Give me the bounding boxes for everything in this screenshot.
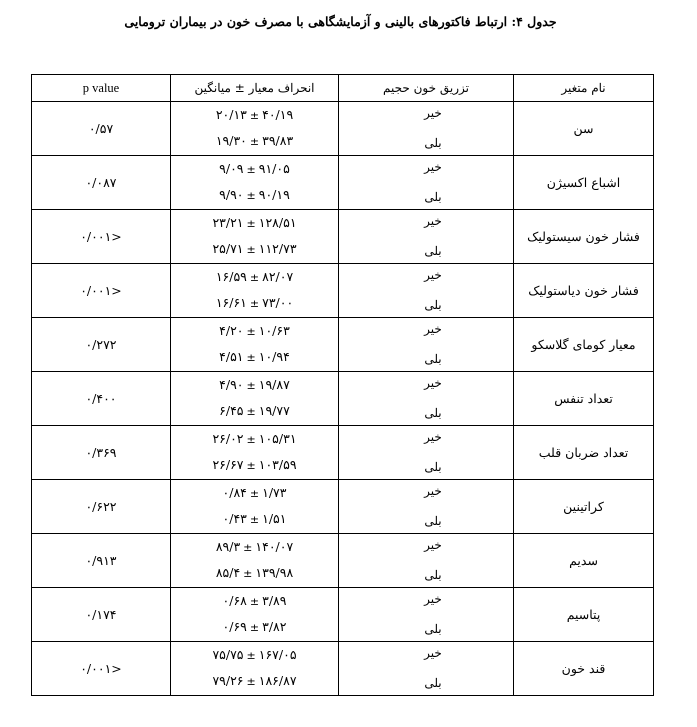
mean-sd-cell [171,480,339,534]
plus-minus: ± [243,541,253,554]
header-row [32,75,654,102]
plus-minus: ± [249,621,260,634]
sd-value: ۴/۵۱ [219,349,244,364]
table-row [32,318,654,372]
sd-value: ۰/۴۳ [222,511,247,526]
mean-sd-yes [171,398,338,424]
header-variable: نام متغیر [514,75,654,102]
injection-yes: بلی [424,514,442,528]
pvalue-cell: ۰/۰۸۷ [32,156,171,210]
injection-no: خیر [424,646,442,660]
injection-no: خیر [424,106,442,120]
plus-minus: ± [246,649,256,662]
variable-name: سن [514,102,654,156]
mean-value: ۱۶۷/۰۵ [258,647,297,662]
sd-value: ۲۰/۱۳ [215,107,247,122]
mean-sd-cell [171,534,339,588]
injection-no: خیر [424,484,442,498]
pvalue-cell: ۰/۹۱۳ [32,534,171,588]
mean-value: ۱۰۵/۳۱ [258,431,297,446]
injection-no: خیر [424,214,442,228]
variable-name: کراتینین [514,480,654,534]
variable-name: اشباع اکسیژن [514,156,654,210]
plus-minus: ± [249,297,260,310]
mean-value: ۱۹/۷۷ [258,403,290,418]
sd-value: ۶/۴۵ [219,403,244,418]
mean-value: ۱/۷۳ [262,485,287,500]
mean-value: ۴۰/۱۹ [262,107,294,122]
plus-minus: ± [246,243,256,256]
mean-sd-cell [171,210,339,264]
mean-sd-yes [171,668,338,694]
mean-sd-no [171,372,338,398]
injection-cell [339,642,514,696]
mean-value: ۱۸۶/۸۷ [258,673,297,688]
mean-sd-yes [171,506,338,532]
table-caption [0,14,697,29]
mean-sd-no [171,102,338,128]
sd-value: ۷۹/۲۶ [212,673,244,688]
mean-sd-no [171,318,338,344]
table-row [32,642,654,696]
plus-minus: ± [246,379,256,392]
variable-name: معیار کومای گلاسکو [514,318,654,372]
injection-no: خیر [424,430,442,444]
sd-value: ۰/۶۸ [222,593,247,608]
mean-value: ۱۰۳/۵۹ [258,457,297,472]
mean-sd-cell [171,156,339,210]
mean-sd-cell [171,426,339,480]
plus-minus: ± [246,405,256,418]
mean-sd-no [171,588,338,614]
sd-value: ۲۵/۷۱ [212,241,244,256]
variable-name: پتاسیم [514,588,654,642]
mean-sd-yes [171,614,338,640]
sd-value: ۴/۹۰ [219,377,244,392]
mean-value: ۹۰/۱۹ [258,187,290,202]
sd-value: ۴/۲۰ [219,323,244,338]
mean-sd-cell [171,102,339,156]
table-row [32,102,654,156]
mean-sd-yes [171,344,338,370]
injection-yes: بلی [424,460,442,474]
table-row [32,426,654,480]
mean-sd-no [171,210,338,236]
sd-value: ۲۶/۶۷ [212,457,244,472]
plus-minus: ± [249,513,260,526]
plus-minus: ± [246,433,256,446]
pvalue-cell: <۰/۰۰۱ [32,210,171,264]
mean-value: ۱۰/۶۳ [258,323,290,338]
injection-cell [339,588,514,642]
mean-sd-no [171,534,338,560]
injection-cell [339,426,514,480]
mean-value: ۱۲۸/۵۱ [258,215,297,230]
injection-no: خیر [424,322,442,336]
plus-minus: ± [249,595,260,608]
injection-yes: بلی [424,622,442,636]
injection-cell [339,534,514,588]
plus-minus: ± [249,487,260,500]
injection-cell [339,264,514,318]
plus-minus: ± [246,351,256,364]
mean-sd-no [171,156,338,182]
mean-value: ۱۳۹/۹۸ [255,565,294,580]
mean-sd-cell [171,588,339,642]
injection-no: خیر [424,268,442,282]
variable-name: فشار خون سیستولیک [514,210,654,264]
sd-value: ۱۹/۳۰ [215,133,247,148]
injection-yes: بلی [424,190,442,204]
injection-yes: بلی [424,406,442,420]
mean-sd-yes [171,560,338,586]
injection-cell [339,102,514,156]
mean-sd-no [171,426,338,452]
injection-cell [339,156,514,210]
injection-cell [339,480,514,534]
pvalue-cell: ۰/۵۷ [32,102,171,156]
mean-sd-no [171,642,338,668]
injection-cell [339,318,514,372]
injection-yes: بلی [424,136,442,150]
mean-value: ۹۱/۰۵ [258,161,290,176]
table-row [32,534,654,588]
sd-value: ۲۶/۰۲ [212,431,244,446]
injection-no: خیر [424,160,442,174]
injection-cell [339,372,514,426]
sd-value: ۷۵/۷۵ [212,647,244,662]
mean-value: ۱۰/۹۴ [258,349,290,364]
header-injection: تزریق خون حجیم [339,75,514,102]
mean-sd-no [171,480,338,506]
mean-value: ۱۹/۸۷ [258,377,290,392]
variable-name: تعداد تنفس [514,372,654,426]
pvalue-cell: ۰/۴۰۰ [32,372,171,426]
caption-text: جدول ۴: ارتباط فاکتورهای بالینی و آزمایشگاهی با مصرف خون در بیماران ترومایی [124,14,557,29]
sd-value: ۱۶/۶۱ [215,295,247,310]
sd-value: ۰/۶۹ [222,619,247,634]
pvalue-cell: ۰/۶۲۲ [32,480,171,534]
variable-name: سدیم [514,534,654,588]
variable-name: تعداد ضربان قلب [514,426,654,480]
table-row [32,210,654,264]
plus-minus: ± [249,135,260,148]
sd-value: ۹/۰۹ [219,161,244,176]
mean-sd-yes [171,290,338,316]
results-table [31,74,654,696]
sd-value: ۸۵/۴ [215,565,241,580]
mean-sd-cell [171,642,339,696]
injection-cell [339,210,514,264]
header-mean-sd: انحراف معیار ± میانگین [171,75,339,102]
mean-value: ۸۲/۰۷ [262,269,294,284]
plus-minus: ± [246,217,256,230]
mean-sd-no [171,264,338,290]
mean-sd-yes [171,236,338,262]
pvalue-cell: ۰/۱۷۴ [32,588,171,642]
pvalue-cell: ۰/۲۷۲ [32,318,171,372]
injection-yes: بلی [424,676,442,690]
mean-value: ۳۹/۸۳ [262,133,294,148]
mean-sd-yes [171,128,338,154]
plus-minus: ± [249,109,260,122]
table-body [32,102,654,696]
pvalue-cell: <۰/۰۰۱ [32,642,171,696]
mean-sd-yes [171,182,338,208]
sd-value: ۸۹/۳ [215,539,241,554]
injection-no: خیر [424,592,442,606]
mean-value: ۷۳/۰۰ [262,295,294,310]
plus-minus: ± [246,675,256,688]
header-pvalue: p value [32,75,171,102]
injection-no: خیر [424,376,442,390]
injection-yes: بلی [424,568,442,582]
plus-minus: ± [246,189,256,202]
pvalue-cell: ۰/۳۶۹ [32,426,171,480]
sd-value: ۲۳/۲۱ [212,215,244,230]
plus-minus: ± [246,163,256,176]
table-row [32,480,654,534]
table-row [32,588,654,642]
injection-yes: بلی [424,244,442,258]
plus-minus: ± [243,567,253,580]
pvalue-cell: <۰/۰۰۱ [32,264,171,318]
plus-minus: ± [246,459,256,472]
variable-name: قند خون [514,642,654,696]
injection-yes: بلی [424,298,442,312]
mean-sd-yes [171,452,338,478]
table-row [32,264,654,318]
table-row [32,156,654,210]
mean-sd-cell [171,372,339,426]
plus-minus: ± [249,271,260,284]
mean-value: ۱۱۲/۷۳ [258,241,297,256]
plus-minus: ± [246,325,256,338]
sd-value: ۹/۹۰ [219,187,244,202]
table-row [32,372,654,426]
mean-value: ۱۴۰/۰۷ [255,539,294,554]
mean-value: ۱/۵۱ [262,511,287,526]
sd-value: ۰/۸۴ [222,485,247,500]
mean-value: ۳/۸۹ [262,593,287,608]
sd-value: ۱۶/۵۹ [215,269,247,284]
injection-no: خیر [424,538,442,552]
mean-sd-cell [171,264,339,318]
mean-value: ۳/۸۲ [262,619,287,634]
variable-name: فشار خون دیاستولیک [514,264,654,318]
mean-sd-cell [171,318,339,372]
injection-yes: بلی [424,352,442,366]
